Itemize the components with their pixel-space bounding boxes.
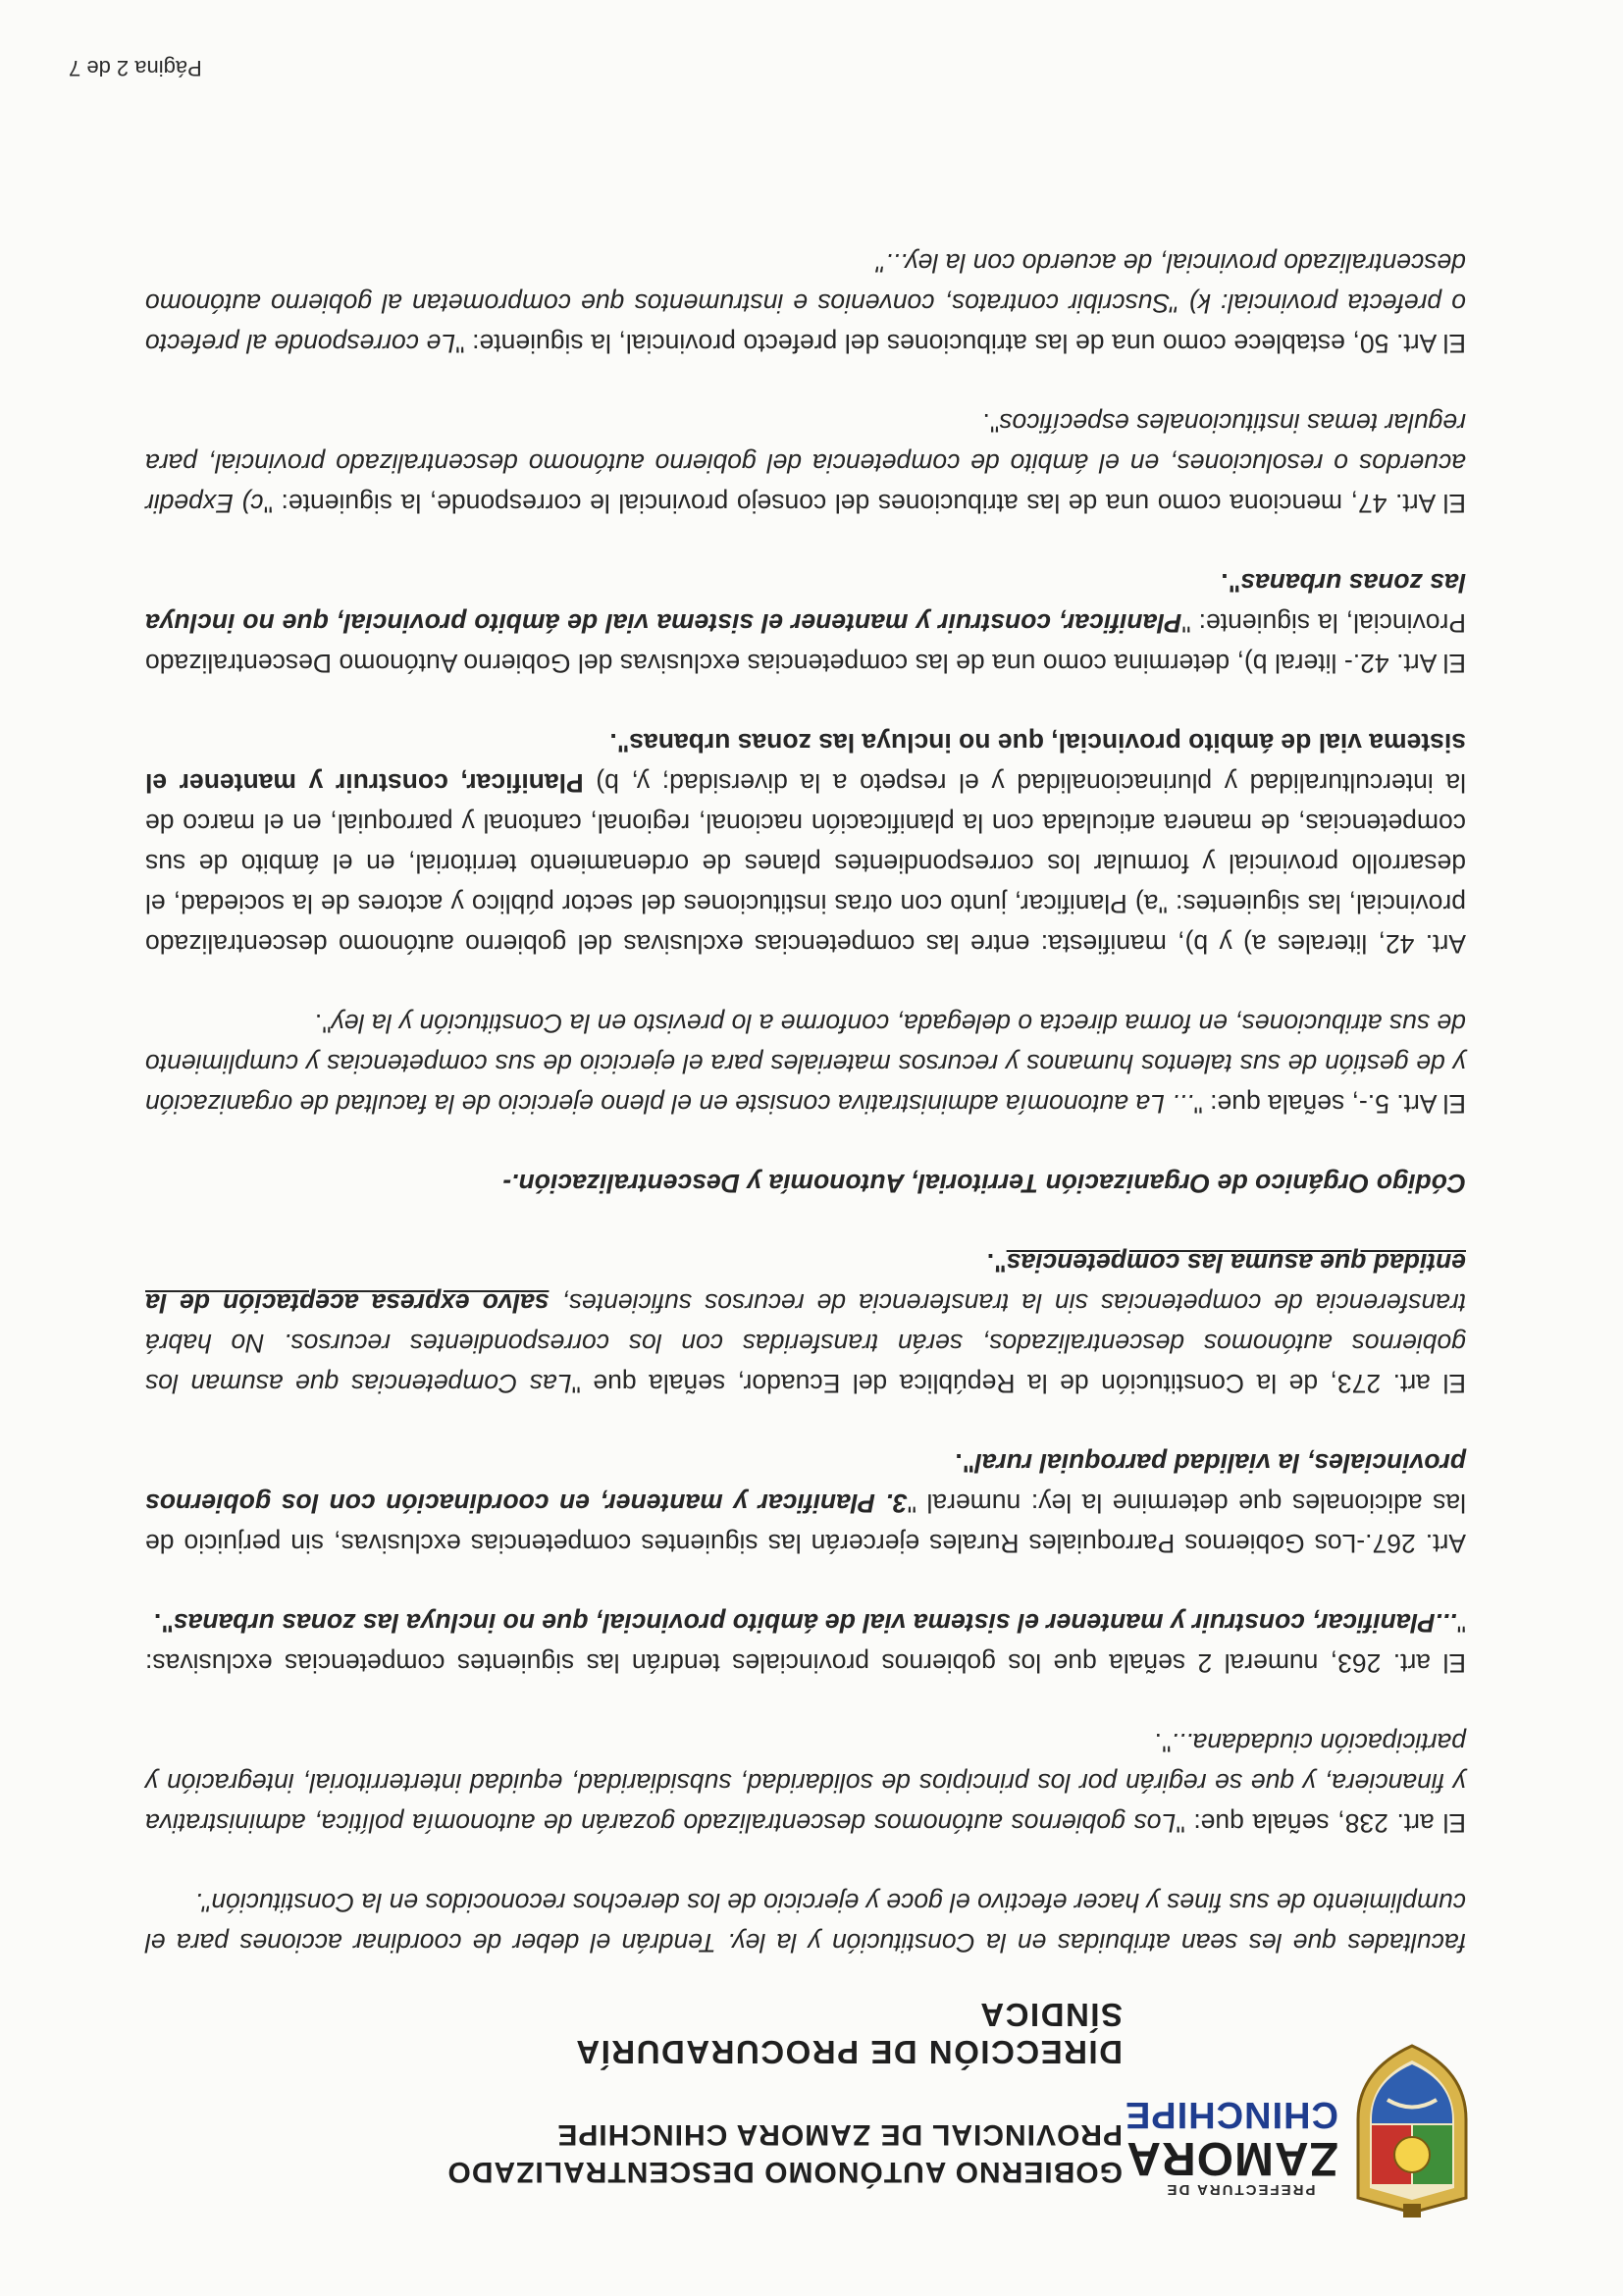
paragraph-art-238 (145, 1722, 1466, 1843)
paragraph-art-42 (145, 722, 1466, 964)
paragraph-lead: El Art. 50, establece como una de las atribuciones del prefecto provincial, la siguiente: " (455, 329, 1466, 358)
paragraph-lead: El art. 263, numeral 2 señala que los gobiernos provinciales tendrán las siguientes competencias exclusivas: " (145, 1608, 1466, 1678)
paragraph-art-267 (145, 1442, 1466, 1563)
paragraph-lead: El Art. 47, menciona como una de las atribuciones del consejo provincial le corresponde, la siguiente: " (263, 489, 1466, 518)
letterhead (102, 1992, 1476, 2237)
paragraph-lead: El art. 238, señala que: " (1176, 1808, 1466, 1838)
paragraph-lead: El Art. 42.- literal b), determina como una de las competencias exclusivas del Gobierno Autónomo Descentralizado Provincial, la siguiente: " (145, 608, 1466, 678)
paragraph-lead: Art. 42, literales a) y b), manifiesta: entre las competencias exclusivas del gobierno autónomo descentralizado provincial, las siguientes: "a) Planificar, junto con otras instituciones del sector público y actores de la sociedad, el desarrollo provincial y formular los correspondientes planes de ordenamiento territorial, en el ámbito de sus competencias, de manera articulada con la planificación nacional, regional, cantonal y parroquial, en el marco de la interculturalidad y plurinacionalidad y el respeto a la diversidad; y, b) (145, 768, 1466, 959)
logo-name-2: CHINCHIPE (1124, 2094, 1338, 2135)
paragraph-quote: ... La autonomía administrativa consiste en el pleno ejercicio de la facultad de organización y de gestión de sus talentos humanos y recursos materiales para el ejercicio de sus competencias y cumplimiento de sus atribuciones, en forma directa o delegada, conforme a lo previsto en la Constitución y la ley (145, 1009, 1466, 1119)
paragraph-quote: Los gobiernos autónomos descentralizado gozarán de autonomía política, administrativa y financiera, y que se regirán por los principios de solidaridad, subsidiaridad, equidad interterritorial, integración y participación ciudadana... (145, 1728, 1466, 1838)
paragraph-art-273 (145, 1242, 1466, 1403)
paragraph-lead: El art. 273, de la Constitución de la República del Ecuador, señala que " (571, 1369, 1466, 1398)
paragraph-tail: ". (955, 1448, 975, 1478)
paragraph-art-42-b (145, 562, 1466, 683)
paragraph-text: facultades que les sean atribuidas en la Constitución y la ley. Tendrán el deber de coordinar acciones para el cumplimiento de sus fines y hacer efectivo el goce y ejercicio de los derechos reconocidos en la Constitución". (145, 1888, 1466, 1957)
paragraph-tail: ". (153, 1608, 174, 1638)
paragraph-art-47 (145, 402, 1466, 523)
paragraph-tail: ". (986, 1248, 1007, 1278)
paragraph-art-263 (145, 1602, 1466, 1683)
institution-block (436, 1996, 1123, 2190)
paragraph-quote: Las Competencias que asuman los gobiernos autónomos descentralizados, serán transferidas con los correspondientes recursos. No habrá transferencia de competencias sin la transferencia de recursos suficientes, (144, 1288, 1466, 1398)
paragraph-lead: Art. 267.-Los Gobiernos Parroquiales Rurales ejercerán las siguientes competencias exclusivas, sin perjuicio de las adicionales que determine la ley: numeral " (145, 1488, 1466, 1558)
page-number: Página 2 de 7 (69, 56, 202, 80)
paragraph-constitution-continuation (145, 1882, 1466, 1962)
paragraph-art-5 (145, 1003, 1466, 1123)
paragraph-tail: ". (982, 408, 1000, 438)
section-heading-cootad: Código Orgánico de Organización Territorial, Autonomía y Descentralización.- (502, 1169, 1466, 1198)
paragraph-bold: Planificar, construir y mantener el sistema vial de ámbito provincial, que no incluya las zonas urbanas (144, 728, 1466, 798)
prefecture-crest-icon (1348, 2041, 1476, 2218)
prefecture-logo (1124, 2094, 1338, 2198)
institution-line-2: PROVINCIAL DE ZAMORA CHINCHIPE (556, 2118, 1123, 2151)
paragraph-quote: ...Planificar, construir y mantener el sistema vial de ámbito provincial, que no incluya las zonas urbanas (173, 1608, 1457, 1638)
paragraph-tail: ". (314, 1009, 332, 1038)
paragraph-quote: 3. Planificar y mantener, en coordinación con los gobiernos provinciales, la vialidad parroquial rural (145, 1448, 1466, 1518)
paragraph-tail: ". (1154, 1728, 1172, 1757)
paragraph-tail: " (875, 248, 886, 278)
paragraph-quote: c) Expedir acuerdos o resoluciones, en el ámbito de competencia del gobierno autónomo descentralizado provincial, para regular temas institucionales específicos (144, 408, 1466, 518)
department-title: DIRECCIÓN DE PROCURADURÍA SÍNDICA (576, 1997, 1123, 2070)
document-body (145, 203, 1466, 1962)
paragraph-tail: ". (609, 728, 630, 757)
paragraph-tail: ". (1221, 568, 1241, 598)
paragraph-quote: Planificar, construir y mantener el sistema vial de ámbito provincial, que no incluya las zonas urbanas (145, 568, 1466, 638)
logo-caption: PREFECTURA DE (1165, 2181, 1316, 2198)
paragraph-quote-underlined: salvo expresa aceptación de la entidad que asuma las competencias (145, 1248, 1466, 1318)
logo-name: ZAMORA (1126, 2132, 1338, 2184)
paragraph-quote: Le corresponde al prefecto o prefecta provincial: k) "Suscribir contratos, convenios e instrumentos que comprometan al gobierno autónomo descentralizado provincial, de acuerdo con la ley... (145, 248, 1466, 358)
paragraph-lead: El Art. 5.-, señala que: " (1193, 1089, 1466, 1119)
paragraph-art-50 (145, 242, 1466, 363)
institution-line-1: GOBIERNO AUTÓNOMO DESCENTRALIZADO (446, 2156, 1123, 2188)
